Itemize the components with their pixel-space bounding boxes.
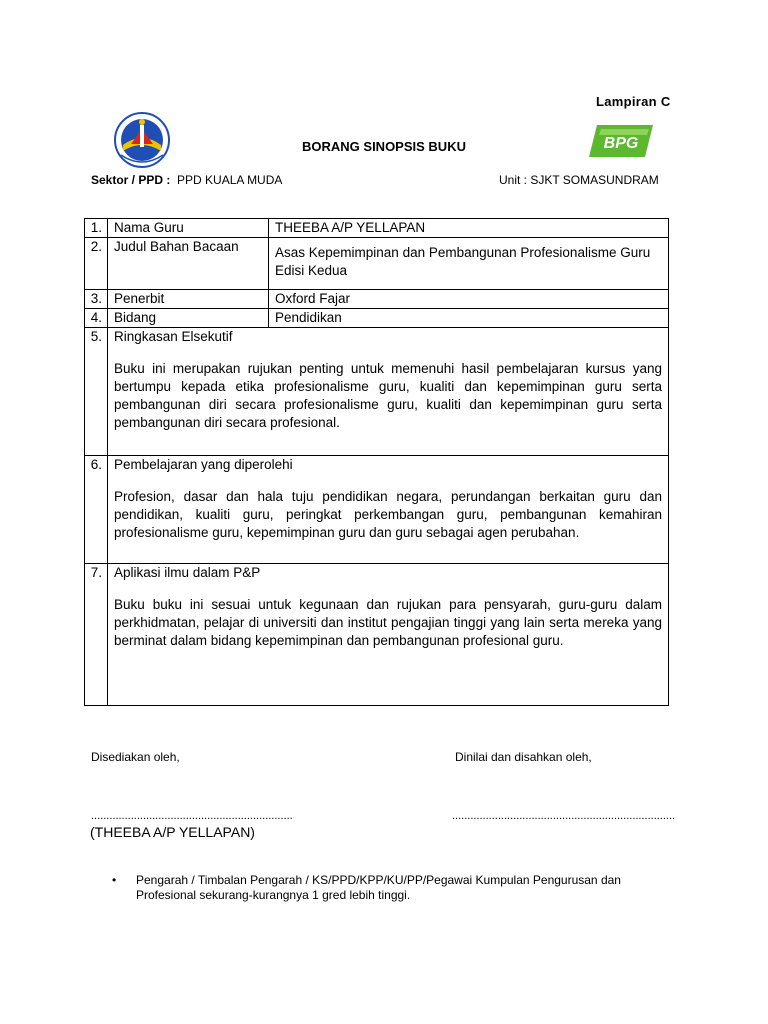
row-label: Penerbit (108, 290, 269, 309)
signature-line-left: .................................................................. (91, 810, 293, 822)
row-value: Oxford Fajar (269, 290, 669, 309)
section-number: 7. (85, 564, 108, 706)
row-value: Pendidikan (269, 309, 669, 328)
section-heading: Aplikasi ilmu dalam P&P (114, 565, 261, 580)
row-value-text: Asas Kepemimpinan dan Pembangunan Profesionalisme Guru Edisi Kedua (275, 245, 651, 278)
section-cell (108, 328, 669, 456)
section-row (85, 456, 669, 564)
section-number: 6. (85, 456, 108, 564)
table-row (85, 219, 669, 238)
section-cell (108, 564, 669, 706)
section-row (85, 328, 669, 456)
note-text: Pengarah / Timbalan Pengarah / KS/PPD/KPP/KU/PP/Pegawai Kumpulan Pengurusan dan Profesional sekurang-kurangnya 1 gred lebih tinggi. (136, 873, 621, 902)
section-body: Buku buku ini sesuai untuk kegunaan dan rujukan para pensyarah, guru-guru dalam perkhidmatan, pelajar di universiti dan institut pengajian tinggi yang lain serta mereka yang berminat dalam bidang kepemimpinan dan pembangunan profesional guru. (114, 597, 662, 648)
prepared-by-label: Disediakan oleh, (91, 750, 180, 764)
row-value: THEEBA A/P YELLAPAN (269, 219, 669, 238)
row-label: Nama Guru (108, 219, 269, 238)
lampiran-label: Lampiran C (596, 94, 671, 109)
row-number: 4. (85, 309, 108, 328)
row-number: 1. (85, 219, 108, 238)
approved-by-label: Dinilai dan disahkan oleh, (455, 750, 592, 764)
signature-line-right: ......................................................................... (452, 810, 676, 822)
bpg-logo (587, 123, 655, 164)
row-number: 3. (85, 290, 108, 309)
unit-line: Unit : SJKT SOMASUNDRAM (499, 173, 659, 187)
preparer-name: (THEEBA A/P YELLAPAN) (90, 824, 255, 840)
section-body: Buku ini merupakan rujukan penting untuk memenuhi hasil pembelajaran kursus yang bertumpu kepada etika profesionalisme guru, kualiti dan kepemimpinan guru serta pembangunan diri secara profesionalisme guru, kualiti dan kepemimpinan guru serta pembangunan diri secara profesional. (114, 361, 662, 430)
sector-line (91, 173, 282, 187)
section-row (85, 564, 669, 706)
section-number: 5. (85, 328, 108, 456)
table-row (85, 238, 669, 290)
note-bullet: • (112, 873, 117, 887)
bpg-logo-text: BPG (603, 135, 639, 152)
table-row (85, 309, 669, 328)
row-number: 2. (85, 238, 108, 290)
row-label: Judul Bahan Bacaan (108, 238, 269, 290)
section-heading: Ringkasan Elsekutif (114, 329, 233, 344)
sector-label: Sektor / PPD : (91, 173, 171, 187)
sector-value: PPD KUALA MUDA (177, 173, 283, 187)
synopsis-table (84, 218, 669, 706)
form-title: BORANG SINOPSIS BUKU (302, 139, 466, 154)
row-label: Bidang (108, 309, 269, 328)
table-row (85, 290, 669, 309)
section-cell (108, 456, 669, 564)
section-heading: Pembelajaran yang diperolehi (114, 457, 293, 472)
row-value (269, 238, 669, 290)
section-body: Profesion, dasar dan hala tuju pendidikan negara, perundangan berkaitan guru dan pendidikan, kualiti guru, peringkat perkembangan guru, pembangunan kemahiran profesionalisme guru, kepemimpinan guru dan guru sebagai agen perubahan. (114, 489, 662, 540)
